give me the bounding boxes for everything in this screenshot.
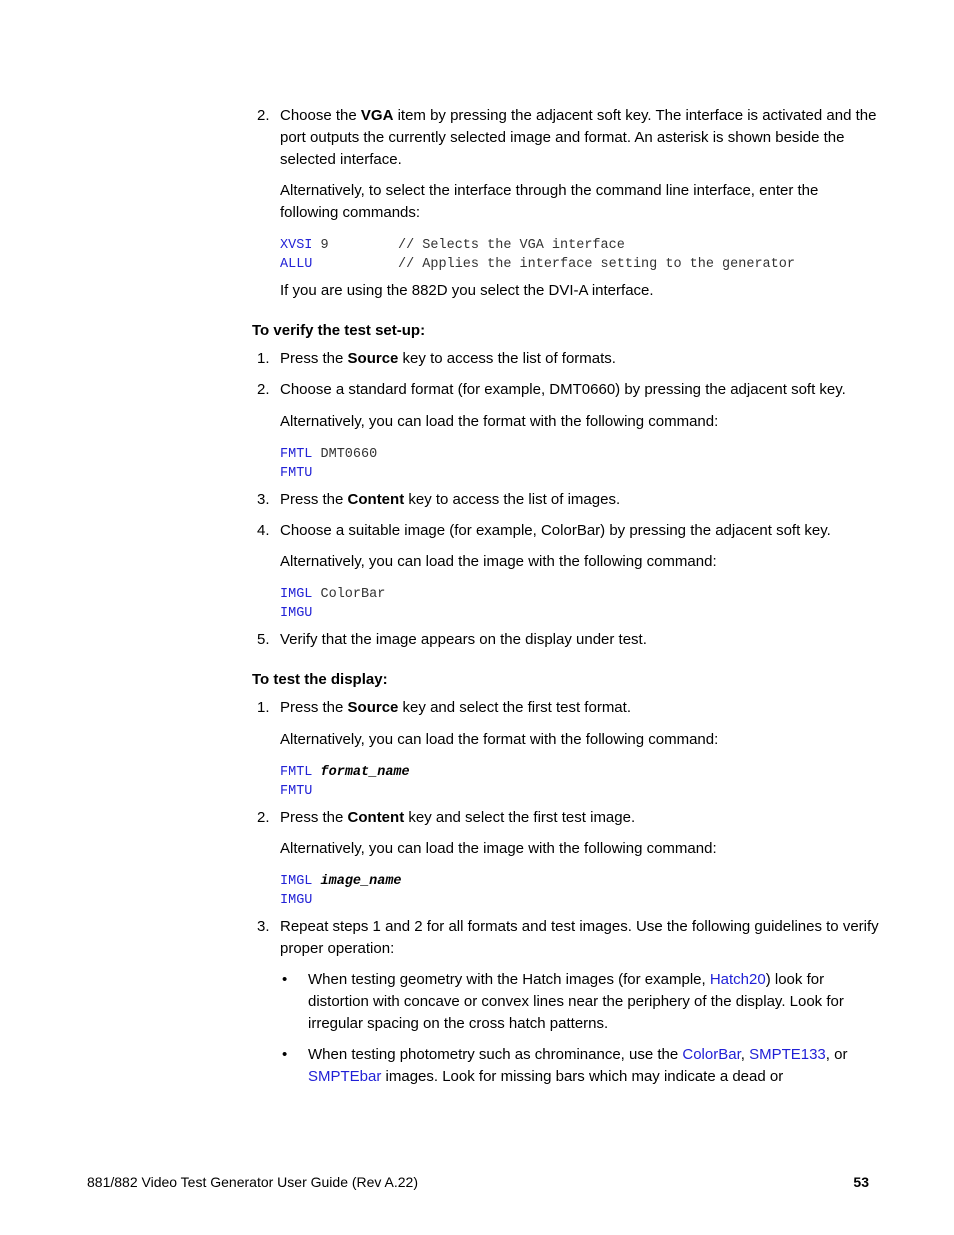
note-882d: If you are using the 882D you select the DVI-A interface. <box>280 282 654 299</box>
heading-test: To test the display: <box>252 671 388 688</box>
code-block-format-name: FMTL format_name <box>280 765 410 780</box>
step-number: 4. <box>257 522 270 539</box>
alt-format-paragraph: Alternatively, you can load the format with the following command: <box>280 731 719 748</box>
vga-term: VGA <box>360 107 394 124</box>
bullet-icon: • <box>282 1046 288 1063</box>
step-number: 2. <box>257 381 270 398</box>
link-hatch20[interactable]: Hatch20 <box>709 971 766 988</box>
alt-image-paragraph: Alternatively, you can load the image with the following command: <box>280 553 717 570</box>
verify-step-5: Verify that the image appears on the display under test. <box>280 631 647 648</box>
link-smpte133[interactable]: SMPTE133 <box>749 1046 826 1063</box>
step-number: 1. <box>257 350 270 367</box>
code-block-image-name: IMGL image_name <box>280 874 402 889</box>
alt-image-paragraph: Alternatively, you can load the image with the following command: <box>280 840 717 857</box>
link-smptebar[interactable]: SMPTEbar <box>308 1068 382 1085</box>
code-comment: // Applies the interface setting to the generator <box>398 257 795 272</box>
code-line: IMGU <box>280 606 313 621</box>
cmd-xvsi: XVSI <box>280 238 313 253</box>
verify-step-1: Press the Source key to access the list of formats. <box>280 350 616 367</box>
step-number: 2. <box>257 107 270 124</box>
link-colorbar[interactable]: ColorBar <box>682 1046 741 1063</box>
test-step-1: Press the Source key and select the first test format. <box>280 699 631 716</box>
step-number: 1. <box>257 699 270 716</box>
code-block-image: IMGL ColorBar <box>280 587 386 602</box>
page-number: 53 <box>853 1174 869 1190</box>
code-block-interface: XVSI 9 <box>280 238 329 253</box>
alt-format-paragraph: Alternatively, you can load the format with the following command: <box>280 413 719 430</box>
bullet-icon: • <box>282 971 288 988</box>
cmd-allu: ALLU <box>280 257 313 272</box>
verify-step-3: Press the Content key to access the list of images. <box>280 491 621 508</box>
step-number: 5. <box>257 631 270 648</box>
bullet-photometry: When testing photometry such as chrominance, use the ColorBar, SMPTE133, or SMPTEbar images. Look for missing bars which may indicate a dead or <box>308 1046 848 1085</box>
code-line: FMTU <box>280 466 313 481</box>
alt-cli-paragraph: Alternatively, to select the interface through the command line interface, enter the following commands: <box>280 182 819 221</box>
test-step-3: Repeat steps 1 and 2 for all formats and test images. Use the following guidelines to verify proper operation: <box>280 918 879 957</box>
verify-step-2: Choose a standard format (for example, DMT0660) by pressing the adjacent soft key. <box>280 381 846 398</box>
code-line <box>280 255 312 274</box>
step-number: 3. <box>257 918 270 935</box>
code-comment: // Selects the VGA interface <box>398 238 625 253</box>
step-number: 2. <box>257 809 270 826</box>
heading-verify: To verify the test set-up: <box>252 322 426 339</box>
code-line: IMGU <box>280 893 313 908</box>
step-vga-text: Choose the VGA item by pressing the adjacent soft key. The interface is activated and the port outputs the currently selected image and format. An asterisk is shown beside the selected interface. <box>280 107 877 168</box>
code-block-format: FMTL DMT0660 <box>280 447 378 462</box>
bullet-geometry: When testing geometry with the Hatch images (for example, Hatch20) look for distortion with concave or convex lines near the periphery of the display. Look for irregular spacing on the cross hatch patterns. <box>308 971 844 1032</box>
test-step-2: Press the Content key and select the first test image. <box>280 809 636 826</box>
footer-title: 881/882 Video Test Generator User Guide (Rev A.22) <box>87 1174 419 1190</box>
code-line: FMTU <box>280 784 313 799</box>
step-number: 3. <box>257 491 270 508</box>
verify-step-4: Choose a suitable image (for example, ColorBar) by pressing the adjacent soft key. <box>280 522 831 539</box>
